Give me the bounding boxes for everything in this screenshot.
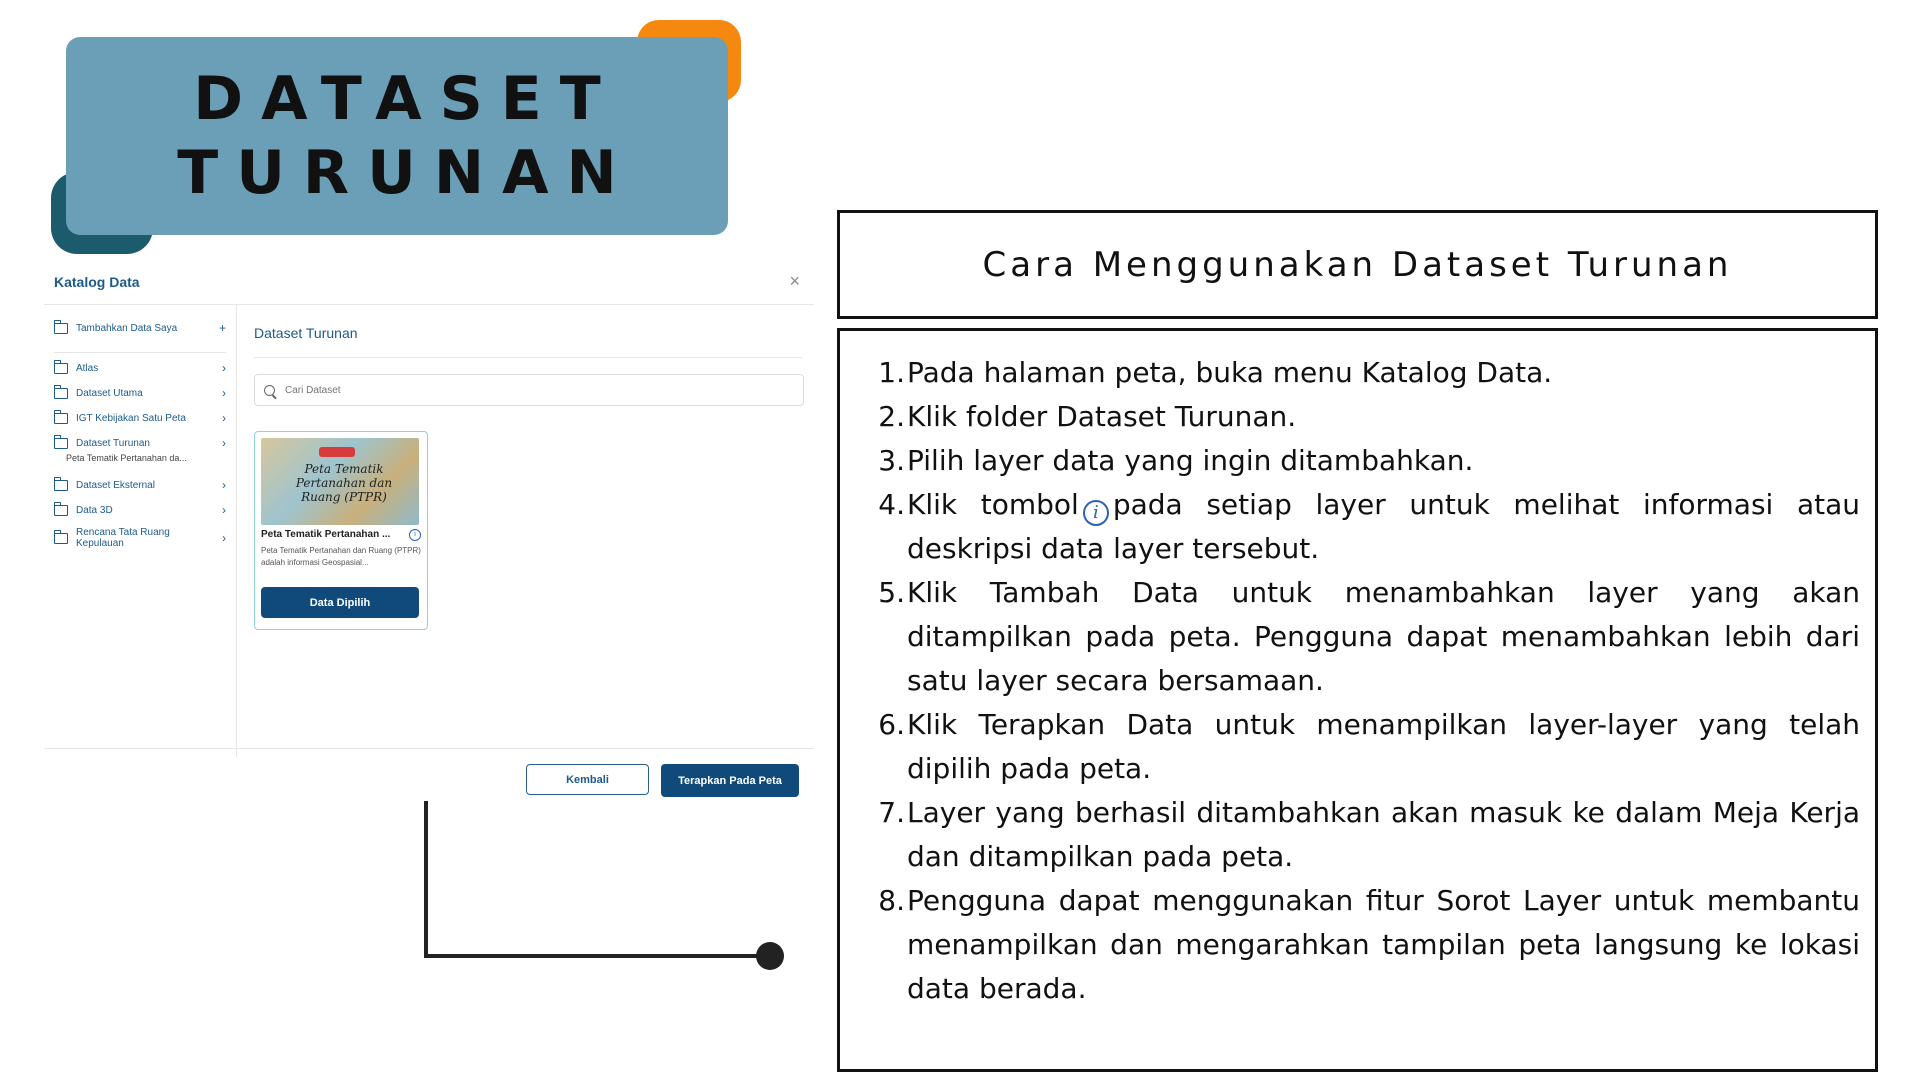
connector-path [426, 801, 770, 956]
step-item [875, 439, 1860, 483]
step-text-after: pada setiap layer untuk melihat informasi atau deskripsi data layer tersebut. [907, 488, 1861, 565]
step-text [905, 483, 1860, 571]
sidebar-item-label: Atlas [76, 362, 99, 374]
info-icon: i [1083, 500, 1109, 526]
instructions-title-box [837, 210, 1878, 319]
plus-icon[interactable]: + [218, 321, 226, 335]
step-text: Klik Terapkan Data untuk menampilkan layer-layer yang telah dipilih pada peta. [907, 708, 1860, 785]
section-title: Dataset Turunan [254, 325, 358, 341]
step-text: Pengguna dapat menggunakan fitur Sorot Layer untuk membantu menampilkan dan mengarahkan tampilan peta langsung ke lokasi data berada. [907, 884, 1860, 1005]
data-selected-button[interactable]: Data Dipilih [261, 587, 419, 618]
steps-list [875, 351, 1860, 1011]
apply-to-map-button[interactable]: Terapkan Pada Peta [661, 764, 799, 797]
step-number: 8. [878, 884, 905, 917]
step-item [875, 791, 1860, 879]
step-number: 7. [878, 796, 905, 829]
sidebar-item-label: Tambahkan Data Saya [76, 322, 178, 334]
instructions-box [837, 328, 1878, 1072]
chevron-right-icon: › [222, 531, 226, 545]
step-number: 1. [878, 356, 905, 389]
step-item [875, 351, 1860, 395]
step-item [875, 395, 1860, 439]
step-item [875, 571, 1860, 703]
step-item [875, 483, 1860, 571]
sidebar-item-label: Rencana Tata Ruang Kepulauan [76, 527, 170, 549]
step-text-before: Klik tombol [907, 488, 1079, 521]
sidebar-item-label: Dataset Eksternal [76, 479, 155, 491]
chevron-right-icon: › [222, 361, 226, 375]
step-text: Layer yang berhasil ditambahkan akan masuk ke dalam Meja Kerja dan ditampilkan pada peta. [907, 796, 1860, 873]
step-number: 3. [878, 444, 905, 477]
step-item [875, 703, 1860, 791]
step-text: Pilih layer data yang ingin ditambahkan. [907, 444, 1474, 477]
sidebar-subitem-ptpr[interactable]: Peta Tematik Pertanahan da... [66, 453, 187, 463]
connector-dot [756, 942, 784, 970]
step-item [875, 879, 1860, 1011]
panel-title: Katalog Data [54, 274, 140, 290]
sidebar-item-label: Data 3D [76, 504, 113, 516]
step-number: 2. [878, 400, 905, 433]
sidebar-item-label: Dataset Turunan [76, 437, 150, 449]
chevron-right-icon: › [222, 386, 226, 400]
chevron-right-icon: › [222, 436, 226, 450]
close-icon[interactable]: × [789, 271, 800, 291]
chevron-right-icon: › [222, 411, 226, 425]
step-text: Klik Tambah Data untuk menambahkan layer yang akan ditampilkan pada peta. Pengguna dapat menambahkan lebih dari satu layer secara bersamaan. [907, 576, 1860, 697]
title-line-1: DATASET [193, 64, 619, 134]
chevron-right-icon: › [222, 503, 226, 517]
title-line-2: TURUNAN [177, 138, 635, 208]
card-description: Peta Tematik Pertanahan dan Ruang (PTPR) adalah informasi Geospasial... [261, 546, 421, 567]
chevron-right-icon: › [222, 478, 226, 492]
step-number: 6. [878, 708, 905, 741]
thumbnail-text: Peta Tematik Pertanahan dan Ruang (PTPR) [295, 462, 393, 504]
card-title: Peta Tematik Pertanahan ... [261, 529, 391, 540]
instructions-title: Cara Menggunakan Dataset Turunan [982, 244, 1733, 285]
step-number: 4. [878, 488, 905, 521]
info-icon[interactable]: i [409, 529, 421, 541]
back-button[interactable]: Kembali [526, 764, 649, 795]
sidebar-item-label: IGT Kebijakan Satu Peta [76, 412, 186, 424]
step-number: 5. [878, 576, 905, 609]
sidebar-item-label: Dataset Utama [76, 387, 143, 399]
step-text: Pada halaman peta, buka menu Katalog Data. [907, 356, 1553, 389]
step-text: Klik folder Dataset Turunan. [907, 400, 1297, 433]
